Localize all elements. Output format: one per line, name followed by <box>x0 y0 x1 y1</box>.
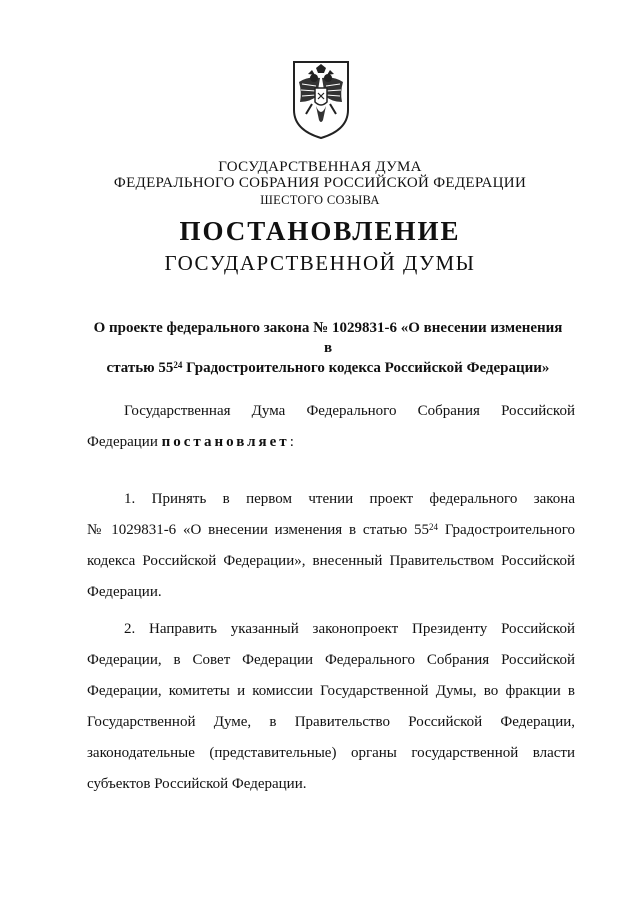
document-title: ПОСТАНОВЛЕНИЕ <box>179 216 461 246</box>
org-name-line-2: ФЕДЕРАЛЬНОГО СОБРАНИЯ РОССИЙСКОЙ ФЕДЕРАЦИИ <box>113 175 527 191</box>
convocation-line: ШЕСТОГО СОЗЫВА <box>260 193 380 207</box>
item-2-line-3: Федерации, комитеты и комиссии Государственной Думы, во фракции в <box>87 683 575 699</box>
item-1-paragraph <box>87 484 575 608</box>
resolution-heading <box>88 318 568 378</box>
heading-line-1: О проекте федерального закона № 1029831-6 «О внесении изменения в <box>93 320 563 356</box>
coat-of-arms-icon <box>290 58 352 140</box>
item-2-line-4: Государственной Думе, в Правительство Российской Федерации, <box>87 714 575 730</box>
item-2-line-1: 2. Направить указанный законопроект Президенту Российской <box>124 621 575 637</box>
item-2-line-6: субъектов Российской Федерации. <box>87 776 307 792</box>
item-1-line-2: № 1029831-6 «О внесении изменения в статью $55^{24}$ Градостроительного <box>87 522 575 538</box>
heading-line-2: статью $55^{24}$ Градостроительного кодекса Российской Федерации» <box>106 360 550 376</box>
preamble-line-1: Государственная Дума Федерального Собрания Российской <box>124 403 575 419</box>
item-1-line-1: 1. Принять в первом чтении проект федерального закона <box>124 491 575 507</box>
preamble-line-2: Федерации постановляет: <box>87 434 294 450</box>
org-name-line-1: ГОСУДАРСТВЕННАЯ ДУМА <box>218 159 422 175</box>
item-2-paragraph <box>87 614 575 800</box>
document-subtitle: ГОСУДАРСТВЕННОЙ ДУМЫ <box>164 251 476 275</box>
item-2-line-5: законодательные (представительные) органы государственной власти <box>87 745 575 761</box>
item-1-line-3: кодекса Российской Федерации», внесенный Правительством Российской <box>87 553 575 569</box>
preamble-paragraph <box>87 396 575 458</box>
item-2-line-2: Федерации, в Совет Федерации Федерального Собрания Российской <box>87 652 575 668</box>
item-1-line-4: Федерации. <box>87 584 162 600</box>
